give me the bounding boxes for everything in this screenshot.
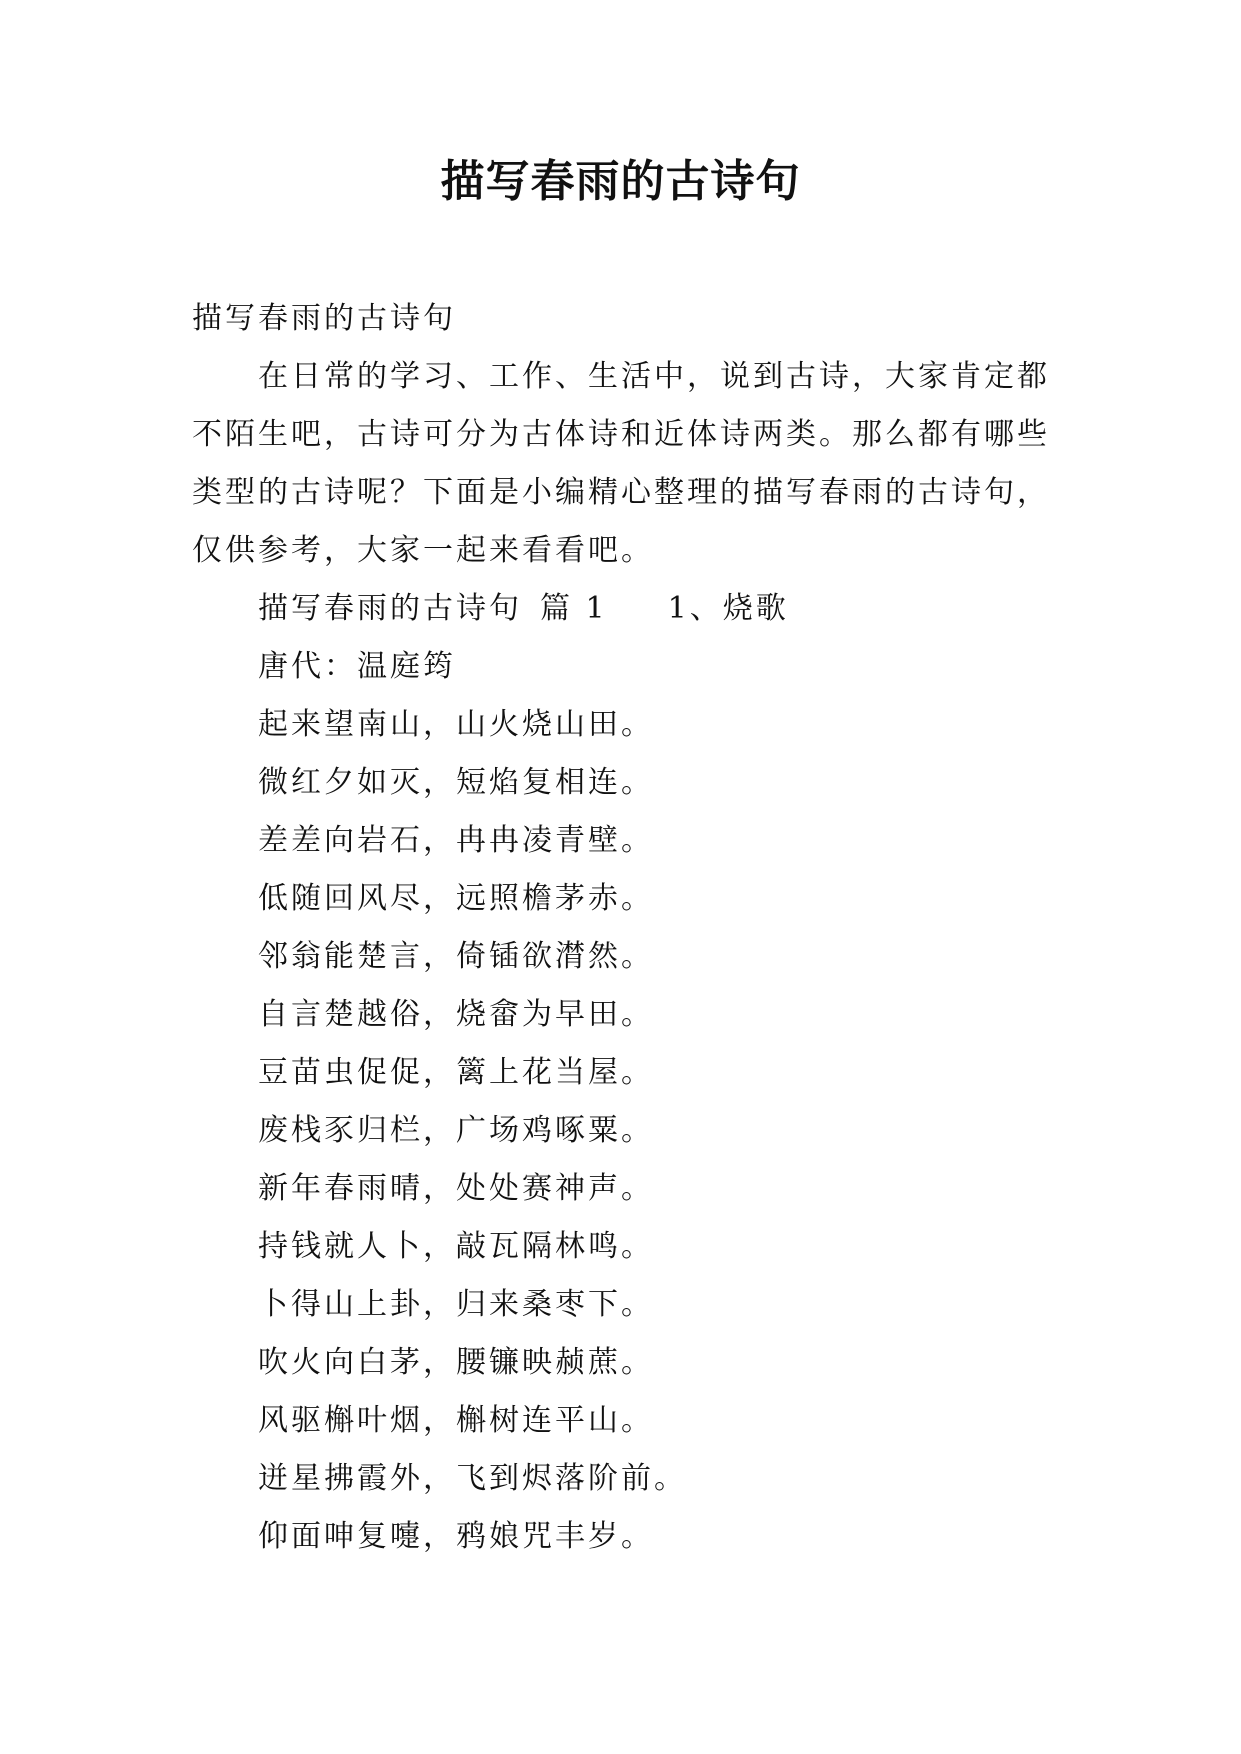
poem-line: 仰面呻复嚏，鸦娘咒丰岁。: [258, 1519, 654, 1554]
intro-line: 不陌生吧，古诗可分为古体诗和近体诗两类。那么都有哪些: [192, 417, 1050, 452]
intro-line: 仅供参考，大家一起来看看吧。: [192, 533, 654, 568]
section-heading: [192, 580, 1072, 638]
section-part: 篇 1: [540, 591, 608, 626]
poem-line: 微红夕如灭，短焰复相连。: [258, 765, 654, 800]
intro-line: 类型的古诗呢？下面是小编精心整理的描写春雨的古诗句，: [192, 475, 1050, 510]
poem-line: 起来望南山，山火烧山田。: [258, 707, 654, 742]
poem-line: 风驱槲叶烟，槲树连平山。: [258, 1403, 654, 1438]
poem-line: 差差向岩石，冉冉凌青壁。: [258, 823, 654, 858]
poem-line: 持钱就人卜，敲瓦隔林鸣。: [258, 1229, 654, 1264]
poem-author: 唐代：温庭筠: [258, 649, 456, 684]
document-body: [192, 290, 1072, 1566]
poem-line: 迸星拂霞外，飞到烬落阶前。: [258, 1461, 687, 1496]
poem-line: 卜得山上卦，归来桑枣下。: [258, 1287, 654, 1322]
poem-line: 低随回风尽，远照檐茅赤。: [258, 881, 654, 916]
page-title: 描写春雨的古诗句: [440, 156, 801, 207]
poem-line: 自言楚越俗，烧畲为早田。: [258, 997, 654, 1032]
poem-title: 1、烧歌: [667, 591, 789, 626]
poem-line: 废栈豕归栏，广场鸡啄粟。: [258, 1113, 654, 1148]
poem-lines: [192, 696, 1072, 1566]
section-heading-text: 描写春雨的古诗句: [258, 591, 522, 626]
document-subtitle: 描写春雨的古诗句: [192, 301, 456, 336]
poem-line: 新年春雨晴，处处赛神声。: [258, 1171, 654, 1206]
intro-paragraph: [192, 348, 1072, 580]
poem-line: 吹火向白茅，腰镰映赪蔗。: [258, 1345, 654, 1380]
intro-line: 在日常的学习、工作、生活中，说到古诗，大家肯定都: [258, 359, 1050, 394]
poem-line: 豆苗虫促促，篱上花当屋。: [258, 1055, 654, 1090]
poem-line: 邻翁能楚言，倚锸欲潸然。: [258, 939, 654, 974]
